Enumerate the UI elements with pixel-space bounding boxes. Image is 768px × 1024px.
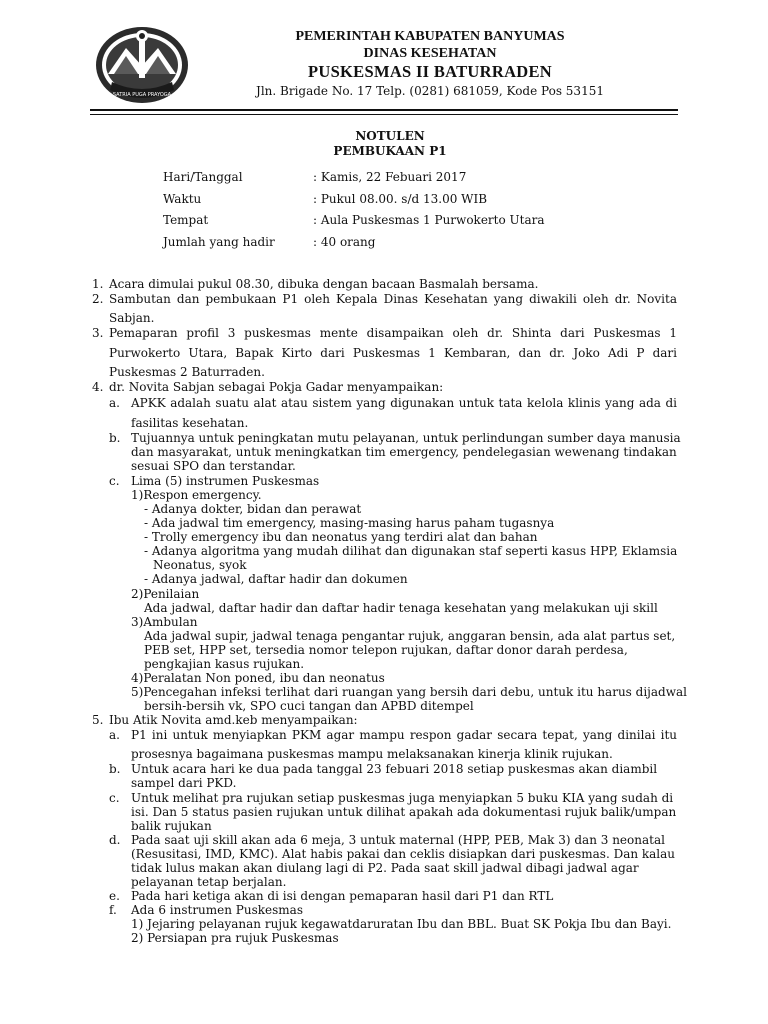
letterhead-divider-thick (90, 109, 678, 111)
document-title: NOTULEN (355, 129, 425, 143)
sublist-item: Pada hari ketiga akan di isi dengan pemaparan hasil dari P1 dan RTL (131, 889, 554, 903)
sublist-item: Lima (5) instrumen Puskesmas (131, 474, 320, 488)
meta-label: Tempat (163, 213, 209, 227)
sublist-item: Tujuannya untuk peningkatan mutu pelayanan, untuk perlindungan sumber daya manusia (131, 431, 681, 445)
instrument-detail: - Ada jadwal tim emergency, masing-masing harus paham tugasnya (144, 516, 555, 530)
sublist-letter: d. (109, 833, 121, 847)
meta-value: : Aula Puskesmas 1 Purwokerto Utara (313, 213, 545, 227)
sublist-item-continuation: sampel dari PKD. (131, 776, 237, 790)
instrument-detail-continuation: PEB set, HPP set, tersedia nomor telepon rujukan, daftar donor darah perdesa, (144, 643, 628, 657)
sublist-item-continuation: balik rujukan (131, 819, 212, 833)
government-name: PEMERINTAH KABUPATEN BANYUMAS (295, 29, 565, 44)
list-item: dr. Novita Sabjan sebagai Pokja Gadar menyampaikan: (109, 380, 444, 394)
sublist-letter: e. (109, 889, 120, 903)
meta-value: : 40 orang (313, 234, 376, 249)
meta-label: Waktu (163, 191, 202, 206)
instrument-detail-continuation: bersih-bersih vk, SPO cuci tangan dan APBD ditempel (144, 699, 474, 713)
list-number: 5. (92, 713, 104, 727)
sublist-letter: a. (109, 728, 120, 742)
list-item-continuation: Purwokerto Utara, Bapak Kirto dari Puskesmas 1 Kembaran, dan dr. Joko Adi P dari (109, 346, 677, 360)
instrument-detail: Ada jadwal supir, jadwal tenaga pengantar rujuk, anggaran bensin, ada alat partus set, (144, 629, 676, 643)
logo-motto: SATRIA PUGA PRAYOGA (112, 92, 172, 98)
sublist-item: APKK adalah suatu alat atau sistem yang digunakan untuk tata kelola klinis yang ada di (131, 396, 677, 410)
meta-value: : Pukul 08.00. s/d 13.00 WIB (313, 191, 488, 206)
sublist-letter: c. (109, 791, 120, 805)
instrument-heading: 1)Respon emergency. (131, 488, 262, 502)
list-item: Pemaparan profil 3 puskesmas mente disampaikan oleh dr. Shinta dari Puskesmas 1 (109, 326, 677, 340)
sublist-item: Untuk acara hari ke dua pada tanggal 23 febuari 2018 setiap puskesmas akan diambil (131, 762, 658, 776)
sublist-item-continuation: sesuai SPO dan terstandar. (131, 459, 296, 473)
sublist-letter: b. (109, 431, 121, 445)
instrument-detail: - Adanya algoritma yang mudah dilihat dan digunakan staf seperti kasus HPP, Eklamsia (144, 544, 678, 558)
list-number: 1. (92, 277, 104, 291)
sublist-item: P1 ini untuk menyiapkan PKM agar mampu respon gadar secara tepat, yang dinilai itu (131, 728, 677, 742)
instrument-detail-continuation: Neonatus, syok (153, 558, 247, 572)
sublist-letter: a. (109, 396, 120, 410)
list-number: 4. (92, 380, 104, 394)
sublist-item-continuation: tidak lulus makan akan diulang lagi di P2. Pada saat skill jadwal dibagi jadwal agar (131, 861, 639, 875)
instrument-detail: - Adanya dokter, bidan dan perawat (144, 502, 362, 516)
meta-value: : Kamis, 22 Febuari 2017 (313, 170, 467, 184)
instrument-heading: 2) Persiapan pra rujuk Puskesmas (131, 931, 339, 945)
list-item: Acara dimulai pukul 08.30, dibuka dengan bacaan Basmalah bersama. (109, 277, 539, 291)
list-item-continuation: Puskesmas 2 Baturraden. (109, 365, 265, 379)
list-number: 3. (92, 326, 104, 340)
instrument-heading: 1) Jejaring pelayanan rujuk kegawatdaruratan Ibu dan BBL. Buat SK Pokja Ibu dan Bayi. (131, 917, 672, 931)
list-item-continuation: Sabjan. (109, 311, 155, 325)
sublist-item-continuation: isi. Dan 5 status pasien rujukan untuk dilihat apakah ada dokumentasi rujuk balik/umpan (131, 805, 677, 819)
list-item: Ibu Atik Novita amd.keb menyampaikan: (109, 713, 358, 727)
sublist-item-continuation: pelayanan tetap berjalan. (131, 875, 287, 889)
meta-label: Jumlah yang hadir (163, 234, 275, 249)
puskesmas-name: PUSKESMAS II BATURRADEN (307, 62, 553, 81)
letterhead-divider-thin (90, 114, 678, 115)
document-subtitle: PEMBUKAAN P1 (333, 144, 447, 158)
sublist-item-continuation: fasilitas kesehatan. (131, 416, 249, 430)
department-name: DINAS KESEHATAN (363, 46, 497, 61)
sublist-letter: c. (109, 474, 120, 488)
instrument-heading: 4)Peralatan Non poned, ibu dan neonatus (131, 671, 385, 685)
sublist-item: Pada saat uji skill akan ada 6 meja, 3 untuk maternal (HPP, PEB, Mak 3) dan 3 neonatal (131, 833, 665, 847)
banyumas-emblem-icon (94, 22, 190, 108)
meta-label: Hari/Tanggal (163, 170, 243, 184)
sublist-item-continuation: dan masyarakat, untuk meningkatkan tim emergency, pendelegasian wewenang tindakan (131, 445, 677, 459)
sublist-letter: f. (109, 903, 117, 917)
sublist-item: Untuk melihat pra rujukan setiap puskesmas juga menyiapkan 5 buku KIA yang sudah di (131, 791, 674, 805)
instrument-heading: 2)Penilaian (131, 587, 200, 601)
instrument-heading: 3)Ambulan (131, 615, 198, 629)
instrument-detail-continuation: pengkajian kasus rujukan. (144, 657, 305, 671)
list-number: 2. (92, 292, 104, 306)
instrument-heading: 5)Pencegahan infeksi terlihat dari ruangan yang bersih dari debu, untuk itu harus dijadwal (131, 685, 687, 699)
letterhead (200, 28, 660, 100)
instrument-detail: - Adanya jadwal, daftar hadir dan dokumen (144, 572, 408, 586)
instrument-detail: Ada jadwal, daftar hadir dan daftar hadir tenaga kesehatan yang melakukan uji skill (144, 601, 658, 615)
sublist-item: Ada 6 instrumen Puskesmas (131, 903, 303, 917)
instrument-detail: - Trolly emergency ibu dan neonatus yang terdiri alat dan bahan (144, 530, 538, 544)
sublist-letter: b. (109, 762, 121, 776)
sublist-item-continuation: (Resusitasi, IMD, KMC). Alat habis pakai dan ceklis disiapkan dari puskesmas. Dan kalau (131, 847, 676, 861)
address-line: Jln. Brigade No. 17 Telp. (0281) 681059, Kode Pos 53151 (256, 84, 604, 98)
sublist-item-continuation: prosesnya bagaimana puskesmas mampu melaksanakan kinerja klinik rujukan. (131, 747, 613, 761)
list-item: Sambutan dan pembukaan P1 oleh Kepala Dinas Kesehatan yang diwakili oleh dr. Novita (109, 292, 677, 306)
